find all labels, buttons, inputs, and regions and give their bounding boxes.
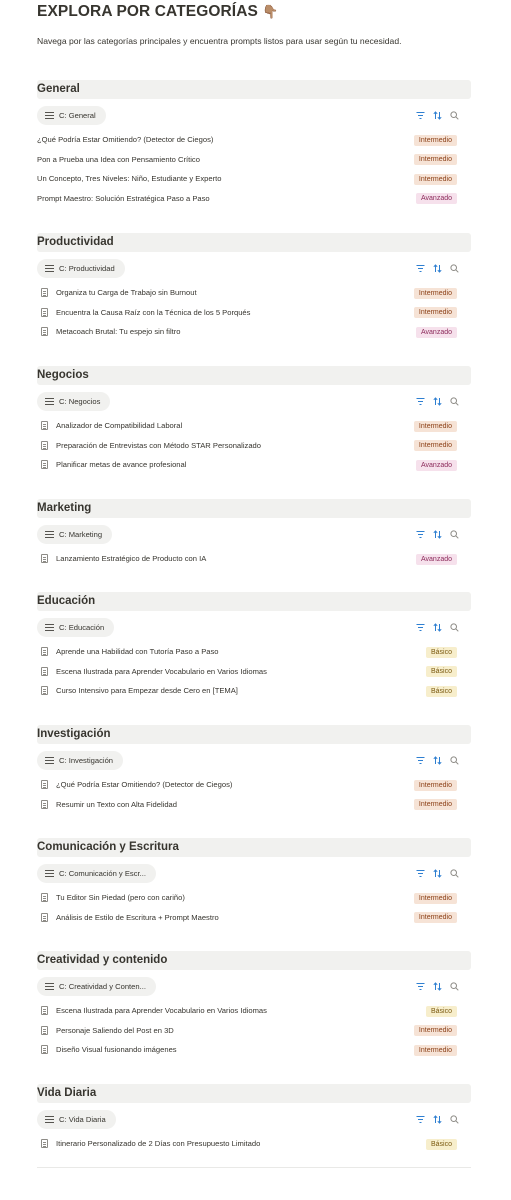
list-view-icon	[45, 870, 54, 877]
list-view-icon	[45, 624, 54, 631]
item-list	[37, 416, 471, 475]
search-icon[interactable]	[450, 396, 459, 406]
section-comunicacion-y-escritura	[37, 838, 471, 927]
section-heading-text: Vida Diaria	[37, 1087, 97, 1099]
search-icon[interactable]	[450, 868, 459, 878]
document-icon	[41, 800, 48, 809]
view-tools	[416, 755, 459, 765]
search-icon[interactable]	[450, 529, 459, 539]
view-tab-label: C: General	[59, 111, 96, 120]
list-item[interactable]	[37, 303, 471, 323]
view-tools	[416, 981, 459, 991]
filter-icon[interactable]	[416, 868, 425, 878]
document-icon	[41, 288, 48, 297]
section-heading	[37, 951, 471, 970]
item-title: Itinerario Personalizado de 2 Días con Presupuesto Limitado	[56, 1139, 261, 1148]
view-toolbar	[37, 864, 471, 884]
view-tab-label: C: Vida Diaria	[59, 1115, 106, 1124]
item-list	[37, 642, 471, 701]
item-title: Aprende una Habilidad con Tutoría Paso a Paso	[56, 647, 219, 656]
sort-icon[interactable]	[433, 263, 442, 273]
filter-icon[interactable]	[416, 396, 425, 406]
item-list	[37, 549, 471, 569]
document-icon	[41, 913, 48, 922]
item-list	[37, 888, 471, 927]
section-heading	[37, 233, 471, 252]
list-view-icon	[45, 398, 54, 405]
view-tools	[416, 110, 459, 120]
item-title: Metacoach Brutal: Tu espejo sin filtro	[56, 327, 181, 337]
section-investigacion	[37, 725, 471, 814]
section-heading	[37, 366, 471, 385]
view-tab-label: C: Creatividad y Conten...	[59, 982, 146, 991]
search-icon[interactable]	[450, 622, 459, 632]
page-title	[37, 3, 278, 21]
document-icon	[41, 1139, 48, 1148]
filter-icon[interactable]	[416, 263, 425, 273]
section-heading-text: Marketing	[37, 502, 92, 514]
level-badge: Intermedio	[414, 440, 457, 451]
list-item[interactable]	[37, 455, 471, 475]
document-icon	[41, 686, 48, 695]
filter-icon[interactable]	[416, 529, 425, 539]
section-creatividad-y-contenido	[37, 951, 471, 1060]
item-title: Escena Ilustrada para Aprender Vocabulario en Varios Idiomas	[56, 1006, 267, 1015]
view-tab-label: C: Marketing	[59, 530, 103, 539]
list-item[interactable]	[37, 1021, 471, 1041]
view-tab-educacion[interactable]	[37, 618, 114, 637]
filter-icon[interactable]	[416, 981, 425, 991]
view-tab-label: C: Negocios	[59, 397, 101, 406]
list-item[interactable]	[37, 150, 471, 170]
document-icon	[41, 421, 48, 430]
document-icon	[41, 308, 48, 317]
level-badge: Intermedio	[414, 799, 457, 810]
section-heading	[37, 1084, 471, 1103]
section-heading	[37, 592, 471, 611]
section-heading-text: Comunicación y Escritura	[37, 841, 179, 853]
level-badge: Avanzado	[416, 460, 457, 471]
section-heading-text: Educación	[37, 595, 96, 607]
level-badge: Intermedio	[414, 154, 457, 165]
list-item[interactable]	[37, 681, 471, 701]
item-title: Prompt Maestro: Solución Estratégica Paso a Paso	[37, 193, 210, 203]
view-tab-label: C: Comunicación y Escr...	[59, 869, 146, 878]
view-tab-creatividad-y-contenido[interactable]	[37, 977, 156, 996]
list-item[interactable]	[37, 322, 471, 342]
item-title: Organiza tu Carga de Trabajo sin Burnout	[56, 288, 197, 297]
sort-icon[interactable]	[433, 1114, 442, 1124]
item-title: Análisis de Estilo de Escritura + Prompt Maestro	[56, 912, 219, 922]
section-productividad	[37, 233, 471, 342]
list-item[interactable]	[37, 189, 471, 209]
list-item[interactable]	[37, 130, 471, 150]
list-item[interactable]	[37, 436, 471, 456]
item-title: ¿Qué Podría Estar Omitiendo? (Detector de Ciegos)	[56, 780, 233, 789]
level-badge: Básico	[426, 647, 457, 658]
view-toolbar	[37, 618, 471, 638]
view-tab-label: C: Educación	[59, 623, 105, 632]
section-negocios	[37, 366, 471, 475]
view-tab-comunicacion-y-escritura[interactable]	[37, 864, 156, 883]
sort-icon[interactable]	[433, 110, 442, 120]
divider	[37, 1167, 471, 1168]
list-item[interactable]	[37, 416, 471, 436]
search-icon[interactable]	[450, 110, 459, 120]
view-tools	[416, 263, 459, 273]
list-item[interactable]	[37, 662, 471, 682]
search-icon[interactable]	[450, 755, 459, 765]
search-icon[interactable]	[450, 981, 459, 991]
level-badge: Intermedio	[414, 893, 457, 904]
view-tools	[416, 396, 459, 406]
section-heading-text: Negocios	[37, 369, 89, 381]
list-item[interactable]	[37, 1040, 471, 1060]
list-item[interactable]	[37, 908, 471, 928]
document-icon	[41, 327, 48, 336]
document-icon	[41, 780, 48, 789]
list-item[interactable]	[37, 169, 471, 189]
view-toolbar	[37, 106, 471, 126]
sort-icon[interactable]	[433, 868, 442, 878]
view-tab-marketing[interactable]	[37, 525, 112, 544]
item-title: Tu Editor Sin Piedad (pero con cariño)	[56, 893, 185, 902]
view-toolbar	[37, 1110, 471, 1130]
section-heading	[37, 838, 471, 857]
document-icon	[41, 441, 48, 450]
level-badge: Avanzado	[416, 193, 457, 204]
level-badge: Intermedio	[414, 1025, 457, 1036]
item-list	[37, 130, 471, 208]
search-icon[interactable]	[450, 1114, 459, 1124]
list-view-icon	[45, 983, 54, 990]
section-general	[37, 80, 471, 208]
level-badge: Básico	[426, 666, 457, 677]
filter-icon[interactable]	[416, 1114, 425, 1124]
level-badge: Intermedio	[414, 174, 457, 185]
item-title: Personaje Saliendo del Post en 3D	[56, 1025, 174, 1035]
view-toolbar	[37, 977, 471, 997]
document-icon	[41, 667, 48, 676]
pointing-down-icon: 👇🏽	[261, 4, 279, 19]
section-heading	[37, 725, 471, 744]
item-title: Lanzamiento Estratégico de Producto con IA	[56, 554, 207, 563]
list-item[interactable]	[37, 888, 471, 908]
level-badge: Básico	[426, 1006, 457, 1017]
level-badge: Intermedio	[414, 307, 457, 318]
section-heading	[37, 499, 471, 518]
search-icon[interactable]	[450, 263, 459, 273]
view-tab-investigacion[interactable]	[37, 751, 123, 770]
view-tab-label: C: Productividad	[59, 264, 115, 273]
view-toolbar	[37, 525, 471, 545]
item-title: Un Concepto, Tres Niveles: Niño, Estudiante y Experto	[37, 174, 222, 184]
document-icon	[41, 460, 48, 469]
sort-icon[interactable]	[433, 981, 442, 991]
section-marketing	[37, 499, 471, 569]
item-title: Curso Intensivo para Empezar desde Cero en [TEMA]	[56, 686, 238, 696]
list-view-icon	[45, 1116, 54, 1123]
sort-icon[interactable]	[433, 755, 442, 765]
filter-icon[interactable]	[416, 110, 425, 120]
view-tab-general[interactable]	[37, 106, 106, 125]
item-list	[37, 1134, 471, 1154]
item-title: Escena Ilustrada para Aprender Vocabulario en Varios Idiomas	[56, 666, 267, 676]
list-view-icon	[45, 265, 54, 272]
level-badge: Intermedio	[414, 780, 457, 791]
level-badge: Intermedio	[414, 288, 457, 299]
item-title: Analizador de Compatibilidad Laboral	[56, 421, 183, 430]
sort-icon[interactable]	[433, 529, 442, 539]
item-list	[37, 775, 471, 814]
item-title: Preparación de Entrevistas con Método STAR Personalizado	[56, 440, 261, 450]
list-item[interactable]	[37, 1134, 471, 1154]
level-badge: Intermedio	[414, 421, 457, 432]
list-item[interactable]	[37, 549, 471, 569]
view-toolbar	[37, 392, 471, 412]
sort-icon[interactable]	[433, 622, 442, 632]
section-heading-text: Productividad	[37, 236, 114, 248]
level-badge: Avanzado	[416, 327, 457, 338]
view-tools	[416, 1114, 459, 1124]
list-view-icon	[45, 112, 54, 119]
list-item[interactable]	[37, 775, 471, 795]
view-tools	[416, 868, 459, 878]
view-tab-negocios[interactable]	[37, 392, 110, 411]
item-title: Encuentra la Causa Raíz con la Técnica de los 5 Porqués	[56, 307, 251, 317]
document-icon	[41, 1045, 48, 1054]
view-tab-vida-diaria[interactable]	[37, 1110, 116, 1129]
document-icon	[41, 893, 48, 902]
item-list	[37, 1001, 471, 1060]
level-badge: Intermedio	[414, 1045, 457, 1056]
list-view-icon	[45, 531, 54, 538]
level-badge: Básico	[426, 1139, 457, 1150]
view-toolbar	[37, 751, 471, 771]
sort-icon[interactable]	[433, 396, 442, 406]
level-badge: Básico	[426, 686, 457, 697]
view-tab-label: C: Investigación	[59, 756, 114, 765]
page-intro: Navega por las categorías principales y encuentra prompts listos para usar según tu necesidad.	[37, 36, 402, 46]
section-educacion	[37, 592, 471, 701]
section-vida-diaria	[37, 1084, 471, 1154]
list-item[interactable]	[37, 1001, 471, 1021]
document-icon	[41, 647, 48, 656]
item-title: Resumir un Texto con Alta Fidelidad	[56, 799, 178, 809]
level-badge: Intermedio	[414, 912, 457, 923]
document-icon	[41, 1026, 48, 1035]
view-toolbar	[37, 259, 471, 279]
page-title-text: EXPLORA POR CATEGORÍAS	[37, 3, 258, 20]
section-heading	[37, 80, 471, 99]
item-title: ¿Qué Podría Estar Omitiendo? (Detector de Ciegos)	[37, 135, 214, 144]
list-item[interactable]	[37, 283, 471, 303]
item-title: Pon a Prueba una Idea con Pensamiento Crítico	[37, 154, 200, 164]
level-badge: Intermedio	[414, 135, 457, 146]
item-title: Planificar metas de avance profesional	[56, 460, 187, 470]
document-icon	[41, 1006, 48, 1015]
list-view-icon	[45, 757, 54, 764]
item-title: Diseño Visual fusionando imágenes	[56, 1045, 177, 1055]
view-tools	[416, 529, 459, 539]
view-tab-productividad[interactable]	[37, 259, 125, 278]
view-tools	[416, 622, 459, 632]
filter-icon[interactable]	[416, 622, 425, 632]
filter-icon[interactable]	[416, 755, 425, 765]
list-item[interactable]	[37, 642, 471, 662]
list-item[interactable]	[37, 795, 471, 815]
item-list	[37, 283, 471, 342]
section-heading-text: Creatividad y contenido	[37, 954, 168, 966]
section-heading-text: Investigación	[37, 728, 111, 740]
section-heading-text: General	[37, 83, 80, 95]
document-icon	[41, 554, 48, 563]
level-badge: Avanzado	[416, 554, 457, 565]
